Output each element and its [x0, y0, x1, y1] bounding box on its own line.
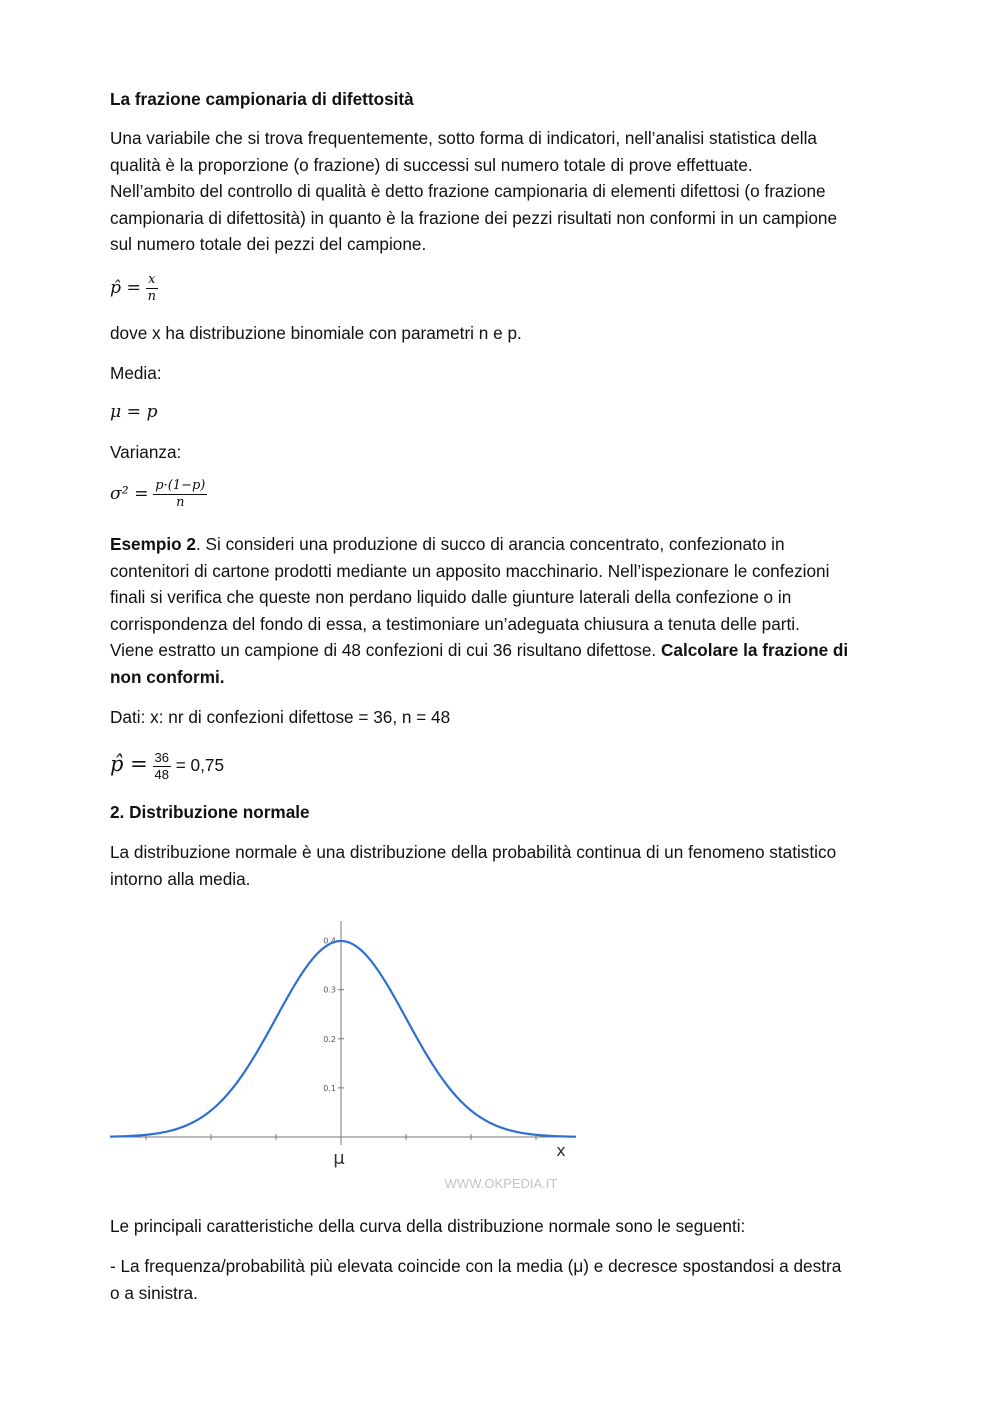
- varianza-label: Varianza:: [110, 442, 182, 462]
- media-formula: μ = p: [110, 402, 158, 422]
- y-tick-label: 0.3: [323, 985, 336, 995]
- numerator: 36: [154, 750, 169, 765]
- text-line: intorno alla media.: [110, 868, 251, 889]
- text-line: - La frequenza/probabilità più elevata coincide con la media (μ) e decresce spostandosi a destra: [110, 1256, 842, 1276]
- text-line: [110, 637, 910, 664]
- y-tick-label: 0.4: [323, 936, 336, 946]
- normal-intro-paragraph: [110, 839, 910, 892]
- text-line: finali si verifica che queste non perdano liquido dalle giunture laterali della confezione o in: [110, 587, 792, 607]
- numerator: x: [146, 272, 158, 289]
- result-value: = 0,75: [175, 755, 225, 776]
- formula-lhs: p̂ =: [110, 278, 141, 299]
- formula-p-hat: [110, 272, 158, 305]
- y-tick-label: 0.2: [323, 1034, 336, 1044]
- text-line: La distribuzione normale è una distribuzione della probabilità continua di un fenomeno statistico: [110, 842, 837, 862]
- x-axis-label: x: [556, 1141, 566, 1160]
- media-label: Media:: [110, 363, 162, 383]
- result-formula: [110, 750, 224, 783]
- numerator: p·(1−p): [155, 478, 206, 493]
- example-paragraph: [110, 531, 910, 690]
- example-question: Calcolare la frazione di: [660, 640, 849, 660]
- normal-distribution-chart: [110, 913, 590, 1198]
- characteristics-intro: Le principali caratteristiche della curva della distribuzione normale sono le seguenti:: [110, 1216, 746, 1236]
- bullet-item: [110, 1253, 910, 1306]
- formula-lhs: p̂ =: [110, 752, 148, 777]
- intro-paragraph: [110, 125, 910, 258]
- watermark: WWW.OKPEDIA.IT: [444, 1176, 558, 1191]
- example-text: . Si consideri una produzione di succo di arancia concentrato, confezionato in: [195, 534, 785, 554]
- text-line: o a sinistra.: [110, 1282, 198, 1303]
- formula-lhs: σ² =: [110, 484, 149, 505]
- binomial-note: dove x ha distribuzione binomiale con parametri n e p.: [110, 323, 522, 343]
- fraction: [153, 478, 207, 511]
- formula-varianza: [110, 478, 207, 511]
- text-line: non conformi.: [110, 666, 225, 687]
- example-text: Viene estratto un campione di 48 confezioni di cui 36 risultano difettose.: [110, 640, 661, 660]
- text-line: contenitori di cartone prodotti mediante un apposito macchinario. Nell’ispezionare le confezioni: [110, 560, 830, 581]
- denominator: n: [147, 289, 157, 304]
- normal-distribution-figure: [110, 913, 590, 1198]
- text-line: corrispondenza del fondo di essa, a testimoniare un’adeguata chiusura a tenuta delle parti.: [110, 613, 800, 634]
- mean-marker-label: μ: [333, 1148, 345, 1169]
- text-line: Una variabile che si trova frequentemente, sotto forma di indicatori, nell’analisi statistica della: [110, 128, 817, 148]
- fraction: [146, 272, 158, 305]
- data-line: Dati: x: nr di confezioni difettose = 36, n = 48: [110, 707, 451, 727]
- denominator: n: [176, 495, 185, 510]
- text-line: qualità è la proporzione (o frazione) di successi sul numero totale di prove effettuate.: [110, 154, 753, 175]
- section-title: La frazione campionaria di difettosità: [110, 89, 414, 109]
- denominator: 48: [154, 767, 169, 782]
- example-label: Esempio 2: [110, 534, 196, 554]
- text-line: [110, 531, 910, 558]
- fraction: [153, 750, 171, 783]
- section-title: 2. Distribuzione normale: [110, 802, 310, 822]
- text-line: sul numero totale dei pezzi del campione.: [110, 234, 427, 254]
- text-line: campionaria di difettosità) in quanto è la frazione dei pezzi risultati non conformi in un campione: [110, 207, 838, 228]
- text-line: Nell’ambito del controllo di qualità è detto frazione campionaria di elementi difettosi (o frazione: [110, 181, 826, 201]
- y-tick-label: 0.1: [323, 1083, 336, 1093]
